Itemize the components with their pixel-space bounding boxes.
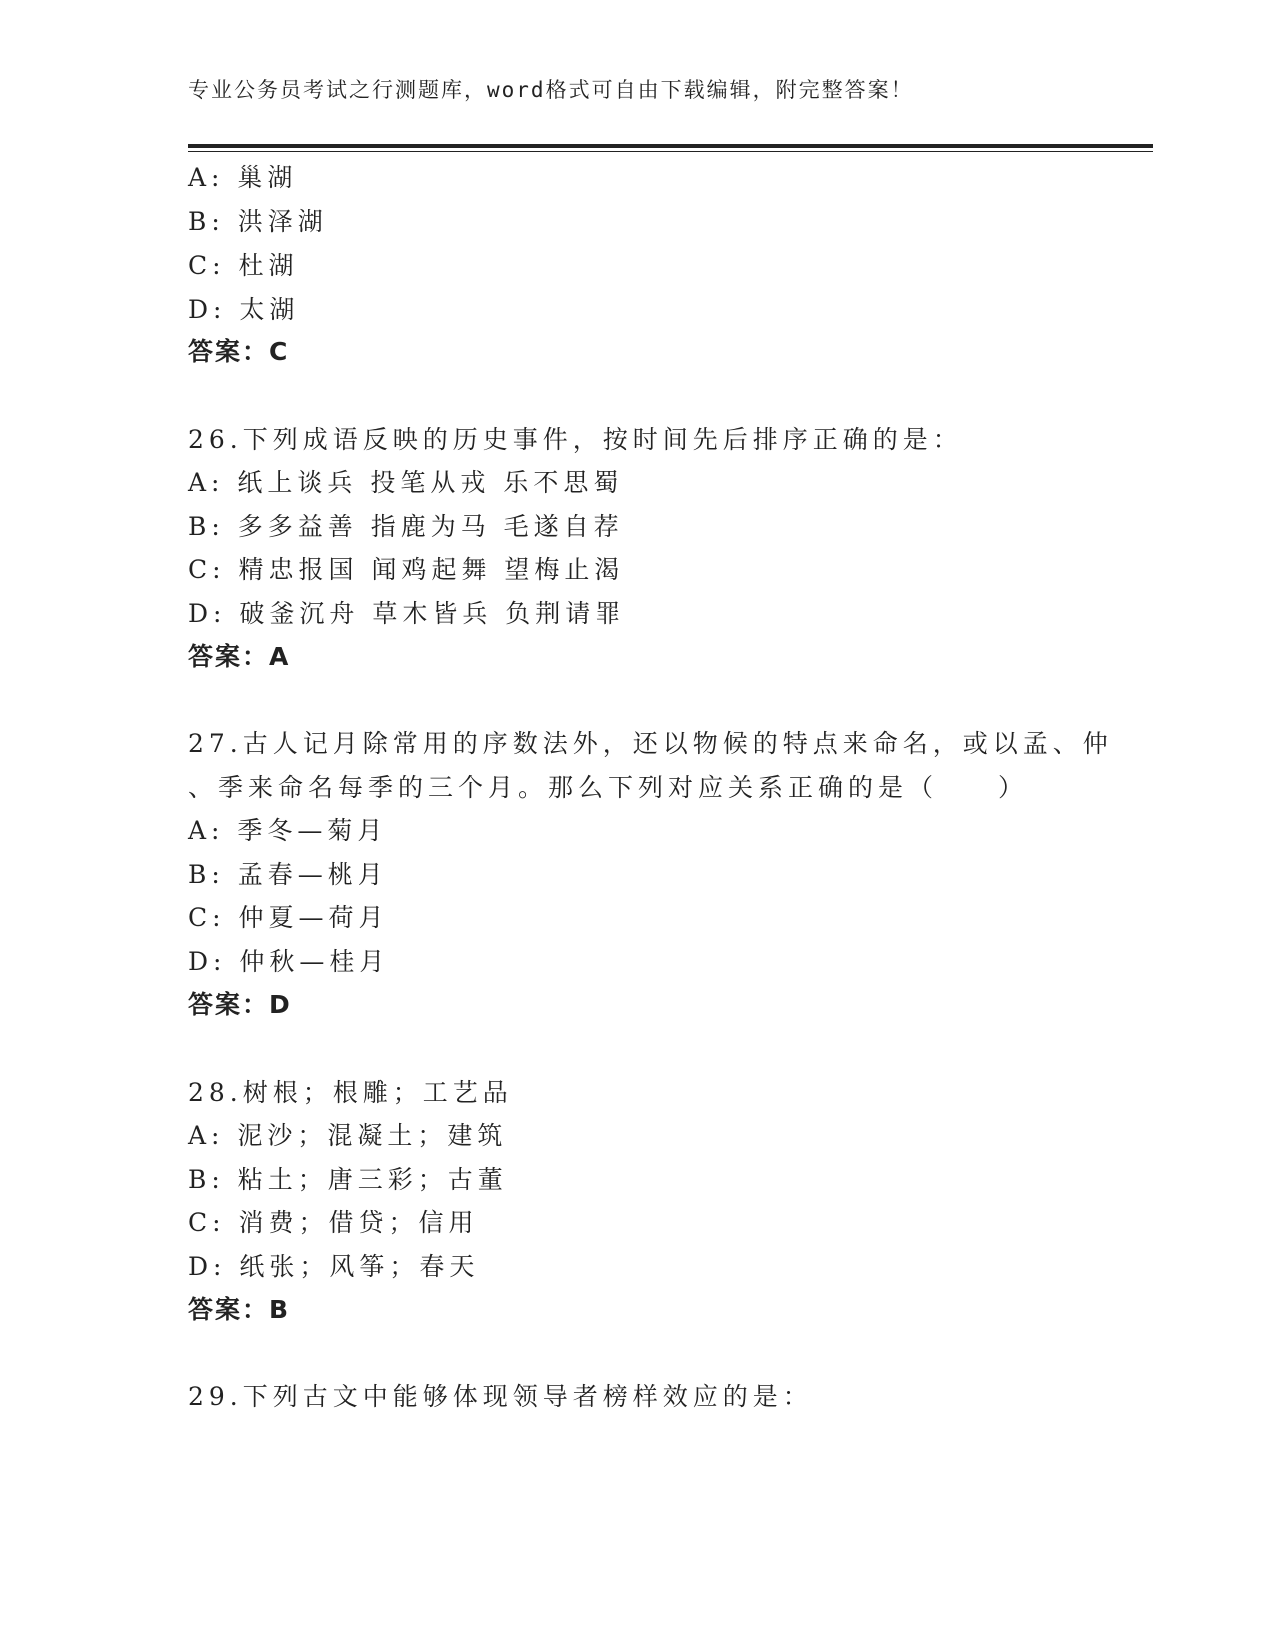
option-line: B: 孟春—桃月 bbox=[188, 860, 388, 889]
option-line: B: 粘土；唐三彩；古董 bbox=[188, 1165, 508, 1194]
option-line: C: 杜湖 bbox=[188, 251, 299, 280]
option-line: D: 破釜沉舟 草木皆兵 负荆请罪 bbox=[188, 599, 626, 628]
option-line: C: 消费；借贷；信用 bbox=[188, 1208, 479, 1237]
option-line: D: 纸张；风筝；春天 bbox=[188, 1252, 480, 1281]
question-26: 26.下列成语反映的历史事件，按时间先后排序正确的是： bbox=[188, 425, 963, 454]
answer-line: 答案：C bbox=[188, 337, 290, 366]
option-line: A: 季冬—菊月 bbox=[188, 816, 388, 845]
option-line: D: 太湖 bbox=[188, 295, 300, 324]
option-line: A: 纸上谈兵 投笔从戎 乐不思蜀 bbox=[188, 468, 624, 497]
option-line: A: 泥沙；混凝土；建筑 bbox=[188, 1121, 508, 1150]
answer-line: 答案：D bbox=[188, 990, 292, 1019]
header-rule-thick bbox=[188, 144, 1153, 148]
header-rule-thin bbox=[188, 151, 1153, 152]
option-line: D: 仲秋—桂月 bbox=[188, 947, 390, 976]
question-29: 29.下列古文中能够体现领导者榜样效应的是： bbox=[188, 1382, 813, 1411]
answer-line: 答案：A bbox=[188, 642, 291, 671]
option-line: B: 洪泽湖 bbox=[188, 207, 328, 236]
question-27-cont: 、季来命名每季的三个月。那么下列对应关系正确的是（ ） bbox=[188, 773, 1029, 802]
option-line: C: 仲夏—荷月 bbox=[188, 903, 389, 932]
page-header: 专业公务员考试之行测题库，word格式可自由下载编辑，附完整答案！ bbox=[188, 78, 914, 102]
option-line: B: 多多益善 指鹿为马 毛遂自荐 bbox=[188, 512, 624, 541]
option-line: C: 精忠报国 闻鸡起舞 望梅止渴 bbox=[188, 555, 625, 584]
option-line: A: 巢湖 bbox=[188, 163, 298, 192]
answer-line: 答案：B bbox=[188, 1295, 291, 1324]
question-27: 27.古人记月除常用的序数法外，还以物候的特点来命名，或以孟、仲 bbox=[188, 729, 1113, 758]
question-28: 28.树根；根雕；工艺品 bbox=[188, 1078, 513, 1107]
